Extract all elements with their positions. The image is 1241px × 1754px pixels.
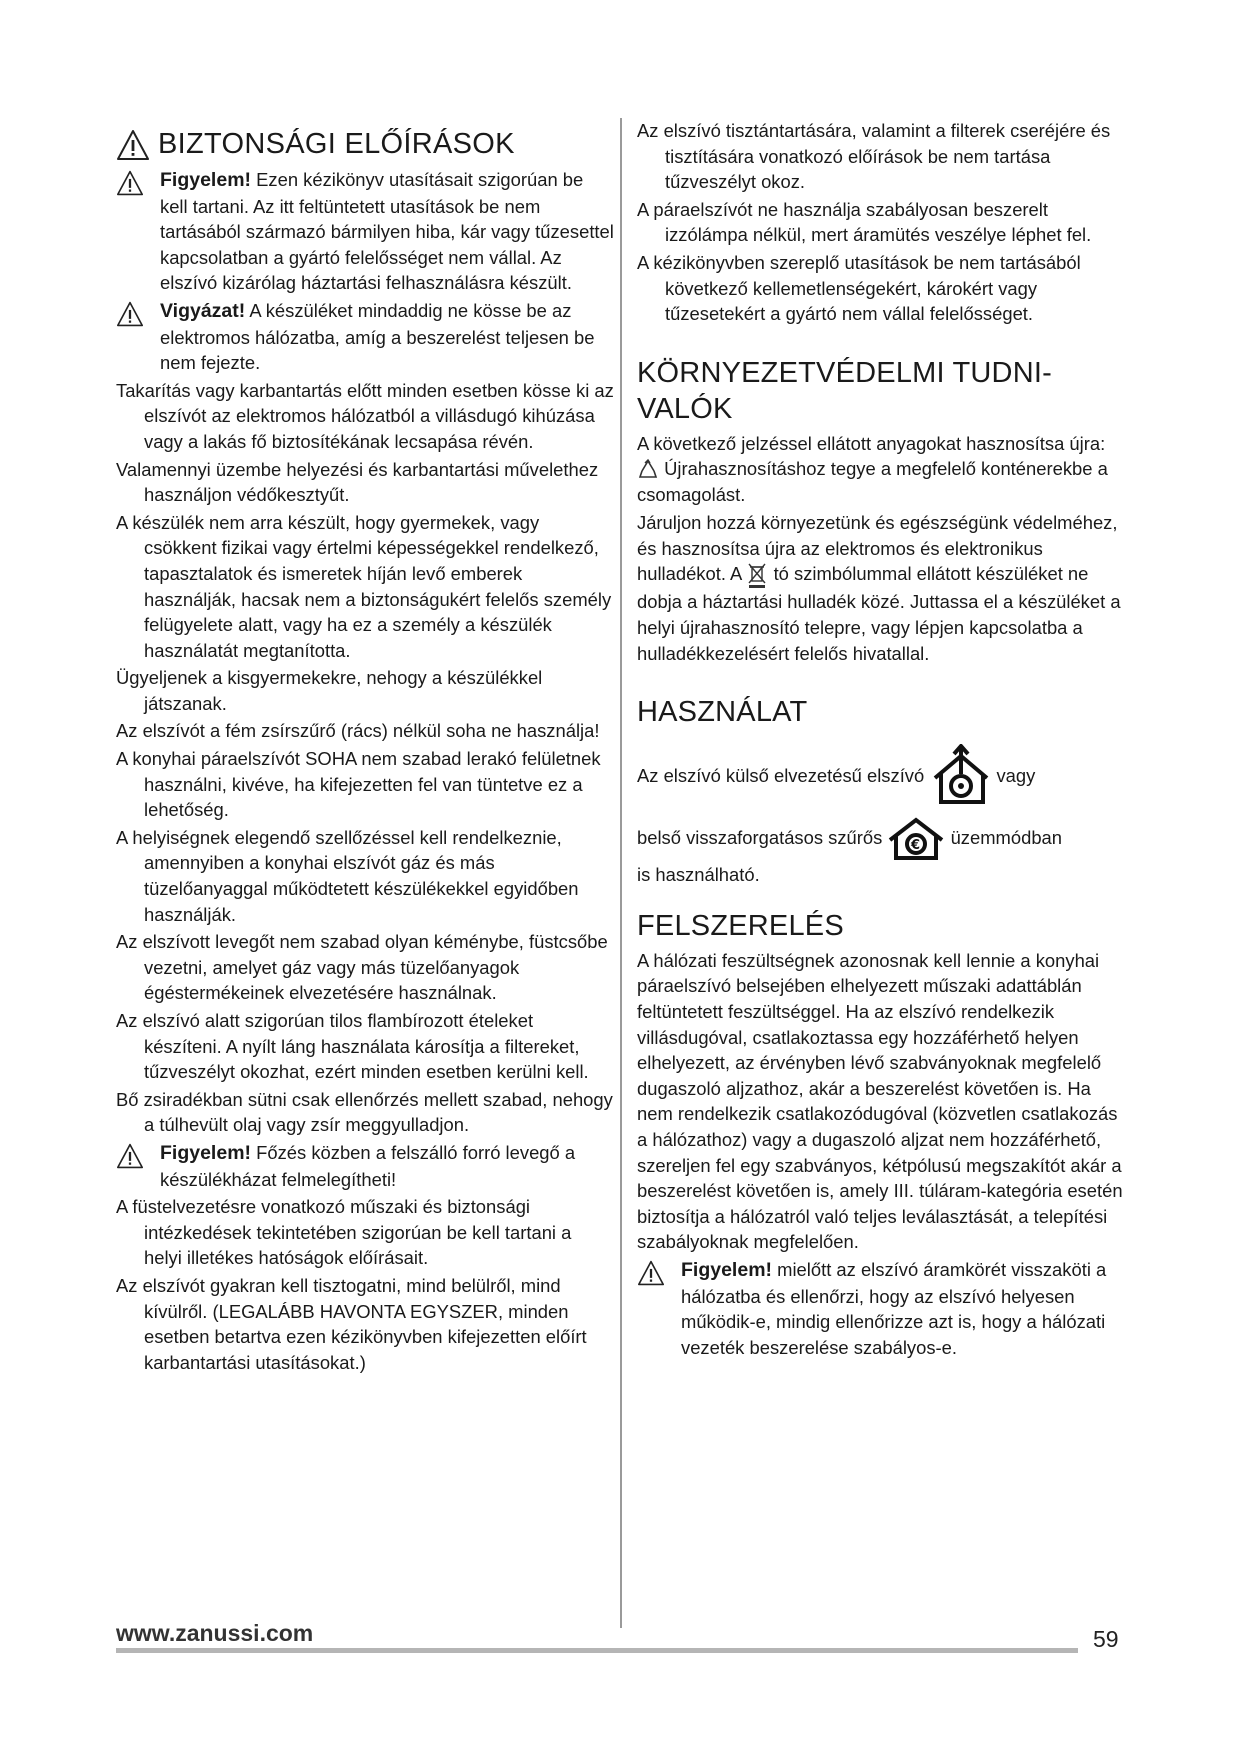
footer-website-link[interactable]: www.zanussi.com (116, 1620, 314, 1646)
warning-text: Főzés közben a felszálló forró levegő a készülékházat felmelegítheti! (160, 1141, 576, 1190)
safety-title-text: BIZTONSÁGI ELŐÍRÁSOK (158, 128, 515, 160)
installation-title: FELSZERELÉS (637, 909, 844, 942)
warning-paragraph-1 (116, 167, 614, 296)
safety-paragraph: A konyhai páraelszívót SOHA nem szabad lerakó felületnek használni, kivéve, ha kifejezetten fel van tüntetve ez a lehetőség. (116, 748, 601, 821)
environment-paragraph-2: Járuljon hozzá környezetünk és egészségünk védelméhez, és hasznosítsa újra az elektromos és elektronikus hulladékot. A tó szimbólummal ellátott készüléket ne dobja a háztartási hulladék közé. Juttassa el a készüléket a helyi újrahasznosító telepre, vagy lépjen kapcsolatba a hulladékkezelésért felelős hivatallal. (637, 512, 1121, 664)
environment-paragraph-1: A következő jelzéssel ellátott anyagokat hasznosítsa újra: Újrahasznosításhoz tegye a megfelelő konténerekbe a csomagolást. (637, 432, 1108, 506)
warning-paragraph-3 (116, 1140, 614, 1192)
installation-warning (637, 1257, 1124, 1360)
safety-paragraph: A kézikönyvben szereplő utasítások be nem tartásából következő kellemetlenségekért, károkért vagy tűzesetekért a gyártó nem vállal felelősséget. (637, 251, 1081, 325)
column-divider (620, 118, 622, 1628)
right-column (637, 118, 1124, 1362)
safety-paragraph: Bő zsiradékban sütni csak ellenőrzés mellett szabad, nehogy a túlhevült olaj vagy zsír meggyulladjon. (116, 1088, 613, 1136)
safety-paragraph: Az elszívott levegőt nem szabad olyan kéménybe, füstcsőbe vezetni, amelyet gáz vagy más tüzelőanyagok égéstermékeinek elvezetésére használnak. (116, 931, 608, 1004)
safety-paragraph: A készülék nem arra készült, hogy gyermekek, vagy csökkent fizikai vagy értelmi képességekkel rendelkező, tapasztalatok és ismeretek híján levő emberek használják, hacsak nem a biztonságukért felelős személy felügyelete alatt, vagy ha ez a személy a készülék használatát megtanította. (116, 511, 612, 661)
recycle-icon (637, 458, 659, 482)
environment-title-line-1: KÖRNYEZETVÉDELMI TUDNI- (637, 356, 1052, 389)
warning-triangle-icon (116, 129, 150, 161)
warning-text: Ezen kézikönyv utasításait szigorúan be kell tartani. Az itt feltüntetett utasítások be nem tartásából származó bármilyen hiba, kár vagy tűzesettel kapcsolatban a gyártó felelősséget nem vállal. Az elszívó kizárólag háztartási felhasználásra készült. (160, 169, 614, 294)
warning-triangle-icon (116, 301, 144, 327)
warning-paragraph-2 (116, 298, 614, 376)
environment-title-line-2: VALÓK (637, 392, 733, 425)
caution-text: A készüléket mindaddig ne kösse be az elektromos hálózatba, amíg a beszerelést teljesen be nem fejezte. (160, 299, 595, 374)
warning-label: Figyelem! (160, 169, 252, 191)
usage-paragraph: Az elszívó külső elvezetésű elszívó vagy (637, 744, 1124, 810)
safety-paragraph: A helyiségnek elegendő szellőzéssel kell rendelkeznie, amennyiben a konyhai elszívót gáz és más tüzelőanyaggal működtetett készülékekkel egyidőben használják. (116, 826, 579, 925)
warning-text: mielőtt az elszívó áramkörét visszaköti a hálózatba és ellenőrzi, hogy az elszívó helyesen működik-e, mindig ellenőrizze azt is, hogy a hálózati vezeték beszerelése szabályos-e. (681, 1258, 1107, 1358)
safety-paragraph: Ügyeljenek a kisgyermekekre, nehogy a készülékkel játszanak. (116, 667, 543, 714)
usage-title: HASZNÁLAT (637, 696, 808, 729)
installation-paragraph: A hálózati feszültségnek azonosnak kell lennie a konyhai páraelszívó belsejében elhelyezett műszaki adattáblán feltüntetett feszültséggel. Ha az elszívó rendelkezik villásdugóval, csatlakoztassa egy hozzáférhető helyen elhelyezett, az érvényben lévő szabványoknak megfelelő dugaszoló aljzathoz, akár a beszerelést követően is. Ha nem rendelkezik csatlakozódugóval (közvetlen csatlakozás a hálózathoz) vagy a dugaszoló aljzat nem hozzáférhető, szereljen fel egy szabványos, kétpólusú megszakítót akár a beszerelést követően is, amely III. túláram-kategória esetén biztosítja a hálózatról való teljes leválasztását, a telepítési szabályoknak megfelelően. (637, 949, 1123, 1253)
caution-label: Vigyázat! (160, 299, 246, 322)
usage-paragraph-2: belső visszaforgatásos szűrős € üzemmódban is használható. (637, 816, 1124, 888)
safety-paragraph: Az elszívót a fém zsírszűrő (rács) nélkül soha ne használja! (116, 720, 600, 742)
left-column (116, 118, 614, 1377)
crossed-bin-icon (746, 561, 768, 589)
safety-paragraph: A páraelszívót ne használja szabályosan beszerelt izzólámpa nélkül, mert áramütés veszélye léphet fel. (637, 198, 1092, 246)
safety-paragraph: Valamennyi üzembe helyezési és karbantartási művelethez használjon védőkesztyűt. (116, 458, 599, 506)
page-number: 59 (1093, 1626, 1119, 1652)
safety-paragraph: Takarítás vagy karbantartás előtt minden esetben kösse ki az elszívót az elektromos hálózatból a villásdugó kihúzása vagy a lakás fő biztosítékának lecsapása révén. (116, 379, 614, 452)
warning-triangle-icon (116, 1143, 144, 1169)
safety-paragraph: Az elszívó alatt szigorúan tilos flambírozott ételeket készíteni. A nyílt láng használata károsítja a filtereket, tűzveszélyt okozhat, ezért minden esetben kerülni kell. (116, 1010, 589, 1083)
footer-rule (116, 1648, 1078, 1653)
safety-paragraph: Az elszívót gyakran kell tisztogatni, mind belülről, mind kívülről. (LEGALÁBB HAVONTA EGYSZER, minden esetben betartva ezen kézikönyvben kifejezetten előírt karbantartási utasításokat.) (116, 1274, 587, 1373)
warning-triangle-icon (637, 1260, 665, 1286)
safety-paragraph: Az elszívó tisztántartására, valamint a filterek cseréjére és tisztítására vonatkozó előírások be nem tartása tűzveszélyt okoz. (637, 120, 1111, 193)
warning-label: Figyelem! (681, 1258, 773, 1281)
recirculation-filter-icon (887, 816, 945, 862)
svg-text:€: € (911, 838, 921, 854)
warning-triangle-icon (116, 170, 144, 196)
safety-title (116, 128, 614, 161)
ducted-extraction-icon (929, 744, 991, 810)
environment-title (637, 355, 1124, 427)
warning-label: Figyelem! (160, 1141, 252, 1164)
safety-paragraph: A füstelvezetésre vonatkozó műszaki és biztonsági intézkedések tekintetében szigorúan be kell tartani a helyi illetékes hatóságok előírásait. (116, 1196, 572, 1269)
